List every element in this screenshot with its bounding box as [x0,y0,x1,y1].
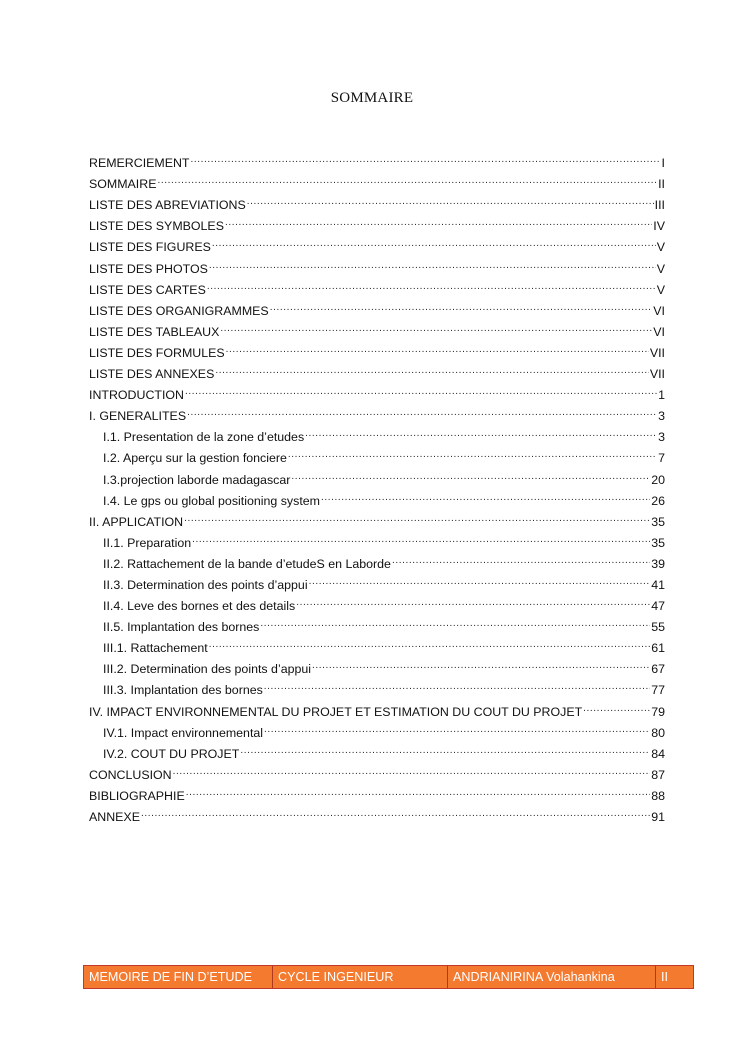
toc-entry-label: BIBLIOGRAPHIE [89,788,185,803]
toc-entry-page: 80 [651,725,665,740]
toc-entry[interactable] [89,167,665,192]
toc-dot-leader [141,800,650,821]
toc-dot-leader [312,652,650,673]
footer-page-number: II [661,970,668,984]
toc-entry-label: LISTE DES PHOTOS [89,261,208,276]
toc-dot-leader [240,737,650,758]
toc-dot-leader [264,673,650,694]
toc-dot-leader [209,631,651,652]
toc-entry-label: CONCLUSION [89,767,172,782]
toc-entry-page: 20 [651,472,665,487]
toc-entry-page: 55 [651,620,665,635]
toc-dot-leader [157,167,657,188]
toc-entry-page: I [661,156,665,171]
table-of-contents [89,146,665,824]
toc-entry-page: 77 [651,683,665,698]
toc-entry-label: II.5. Implantation des bornes [103,620,260,635]
toc-entry-page: V [656,261,665,276]
toc-dot-leader [291,462,650,483]
toc-dot-leader [173,758,651,779]
footer-cycle: CYCLE INGENIEUR [273,966,448,988]
toc-entry-label: LISTE DES ABREVIATIONS [89,198,246,213]
toc-entry-page: 1 [658,388,665,403]
toc-dot-leader [225,209,652,230]
toc-entry-label: LISTE DES CARTES [89,282,206,297]
toc-entry-page: 35 [651,514,665,529]
toc-dot-leader [247,188,654,209]
toc-entry-label: I. GENERALITES [89,409,187,424]
toc-dot-leader [209,251,656,272]
toc-entry-label: II.4. Leve des bornes et des details [103,599,296,614]
toc-entry-label: I.2. Aperçu sur la gestion fonciere [103,451,287,466]
toc-entry-label: III.3. Implantation des bornes [103,683,263,698]
toc-entry-page: 3 [658,409,665,424]
toc-entry-page: III [654,198,665,213]
toc-entry-page: VI [653,303,665,318]
toc-entry-page: 39 [651,556,665,571]
toc-entry-page: V [656,240,665,255]
toc-entry-page: 61 [651,641,665,656]
toc-entry-label: I.3.projection laborde madagascar [103,472,291,487]
toc-entry-page: VII [649,345,665,360]
toc-entry-label: II.1. Preparation [103,535,192,550]
toc-entry[interactable] [89,779,665,803]
toc-dot-leader [207,273,656,294]
toc-entry-page: 3 [658,430,665,445]
toc-dot-leader [191,146,661,167]
footer-memoire: MEMOIRE DE FIN D’ETUDE [84,966,273,988]
toc-entry-page: 91 [651,810,665,824]
toc-entry-label: LISTE DES SYMBOLES [89,219,224,234]
toc-entry-label: REMERCIEMENT [89,156,190,171]
toc-entry-label: IV.1. Impact environnemental [103,725,264,740]
toc-entry-label: ANNEXE [89,810,140,824]
toc-dot-leader [212,230,656,251]
toc-entry-label: LISTE DES TABLEAUX [89,324,220,339]
toc-entry-label: LISTE DES ORGANIGRAMMES [89,303,269,318]
toc-entry-page: 87 [651,767,665,782]
toc-dot-leader [220,315,652,336]
toc-dot-leader [184,505,650,526]
toc-entry-page: 7 [658,451,665,466]
toc-entry[interactable] [89,146,665,171]
toc-entry-page: VI [653,324,665,339]
toc-dot-leader [270,294,653,315]
toc-entry-label: I.4. Le gps ou global positioning system [103,493,320,508]
toc-dot-leader [583,694,650,715]
toc-entry-label: II.3. Determination des points d’appui [103,577,308,592]
toc-dot-leader [187,399,657,420]
toc-dot-leader [185,378,657,399]
toc-dot-leader [215,357,649,378]
toc-entry-label: LISTE DES FORMULES [89,345,225,360]
toc-entry-label: III.1. Rattachement [103,641,208,656]
toc-entry-page: 84 [651,746,665,761]
toc-entry-label: I.1. Presentation de la zone d’etudes [103,430,305,445]
toc-entry-page: 88 [651,788,665,803]
toc-entry-label: II. APPLICATION [89,514,184,529]
toc-entry-page: V [656,282,665,297]
toc-entry-label: IV. IMPACT ENVIRONNEMENTAL DU PROJET ET ESTIMATION DU COUT DU PROJET [89,704,583,719]
toc-dot-leader [392,547,650,568]
toc-entry-page: IV [653,219,665,234]
toc-entry-page: 35 [651,535,665,550]
toc-dot-leader [309,568,651,589]
toc-dot-leader [288,441,657,462]
toc-dot-leader [305,420,657,441]
toc-dot-leader [321,484,650,505]
page-footer [83,965,694,989]
toc-entry-label: SOMMAIRE [89,177,157,192]
toc-entry-label: IV.2. COUT DU PROJET [103,746,240,761]
footer-author: ANDRIANIRINA Volahankina [448,966,656,988]
toc-entry-page: 67 [651,662,665,677]
toc-entry[interactable] [89,800,665,824]
toc-entry-page: II [658,177,665,192]
toc-entry-label: LISTE DES ANNEXES [89,367,215,382]
toc-entry-label: II.2. Rattachement de la bande d’etudeS en Laborde [103,556,391,571]
toc-entry-label: INTRODUCTION [89,388,184,403]
toc-dot-leader [296,589,650,610]
toc-entry-label: LISTE DES FIGURES [89,240,211,255]
toc-entry-page: 79 [651,704,665,719]
toc-dot-leader [226,336,649,357]
toc-dot-leader [192,526,650,547]
toc-entry-page: 47 [651,599,665,614]
toc-dot-leader [264,716,650,737]
toc-entry[interactable] [89,758,665,782]
toc-entry-label: III.2. Determination des points d’appui [103,662,312,677]
toc-entry-page: VII [649,367,665,382]
toc-dot-leader [260,610,650,631]
toc-entry-page: 26 [651,493,665,508]
page-title: SOMMAIRE [330,90,414,106]
toc-entry[interactable] [89,188,665,213]
toc-entry-page: 41 [651,577,665,592]
toc-dot-leader [186,779,650,800]
